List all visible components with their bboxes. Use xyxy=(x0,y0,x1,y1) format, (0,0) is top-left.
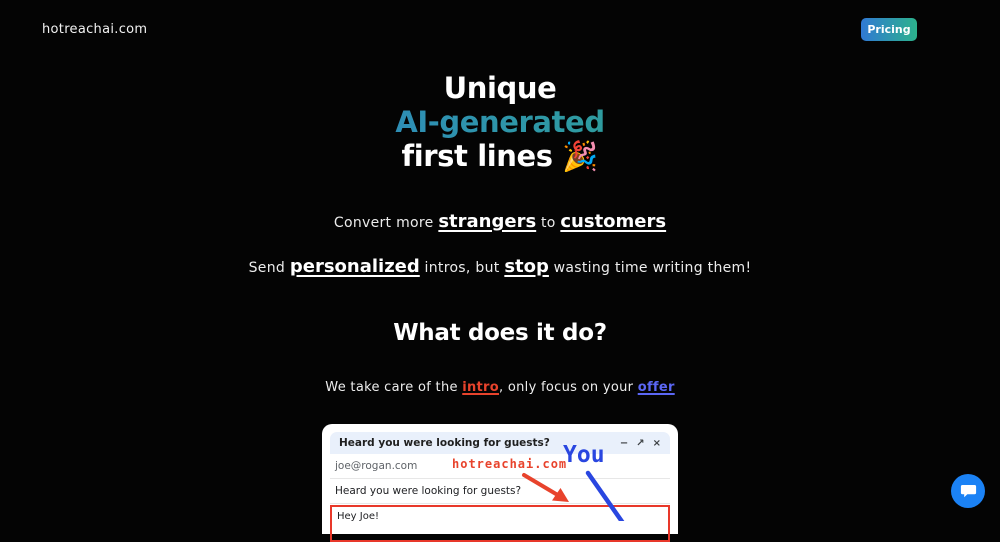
intro-highlight: intro xyxy=(462,380,499,395)
pricing-button[interactable]: Pricing xyxy=(861,18,917,41)
email-body-first-line: Hey Joe! xyxy=(337,511,379,522)
email-compose-mockup xyxy=(322,424,678,534)
hero-line-3: first lines 🎉 xyxy=(401,139,599,173)
top-navigation xyxy=(0,0,1000,60)
customers-emphasis: customers xyxy=(560,211,667,232)
party-popper-emoji: 🎉 xyxy=(562,139,599,173)
close-icon: × xyxy=(652,437,661,449)
tagline-convert: Convert more strangers to customers xyxy=(333,211,667,232)
subject-field: Heard you were looking for guests? xyxy=(330,479,670,504)
popout-icon: ↗ xyxy=(636,437,645,449)
offer-highlight: offer xyxy=(637,380,675,395)
site-logo[interactable]: hotreachai.com xyxy=(42,22,148,37)
recipient-field: joe@rogan.com xyxy=(330,454,670,479)
chat-bubble-icon xyxy=(960,484,977,499)
chat-widget-button[interactable] xyxy=(951,474,985,508)
stop-emphasis: stop xyxy=(504,256,549,277)
minimize-icon: − xyxy=(619,437,629,449)
annotation-you: You xyxy=(563,442,605,468)
section-title: What does it do? xyxy=(393,320,607,346)
annotation-hotreachai: hotreachai.com xyxy=(452,457,568,471)
email-body-highlight-box xyxy=(330,505,670,542)
hero-headline xyxy=(0,71,1000,173)
tagline-send: Send personalized intros, but stop wasting time writing them! xyxy=(248,256,752,277)
compose-window-title: Heard you were looking for guests? xyxy=(339,437,550,449)
strangers-emphasis: strangers xyxy=(438,211,537,232)
personalized-emphasis: personalized xyxy=(289,256,420,277)
hero-line-2: AI-generated xyxy=(0,105,1000,139)
hero-line-1: Unique xyxy=(443,71,557,105)
section-subtitle: We take care of the intro, only focus on your offer xyxy=(325,380,675,395)
compose-window-header xyxy=(330,432,670,454)
